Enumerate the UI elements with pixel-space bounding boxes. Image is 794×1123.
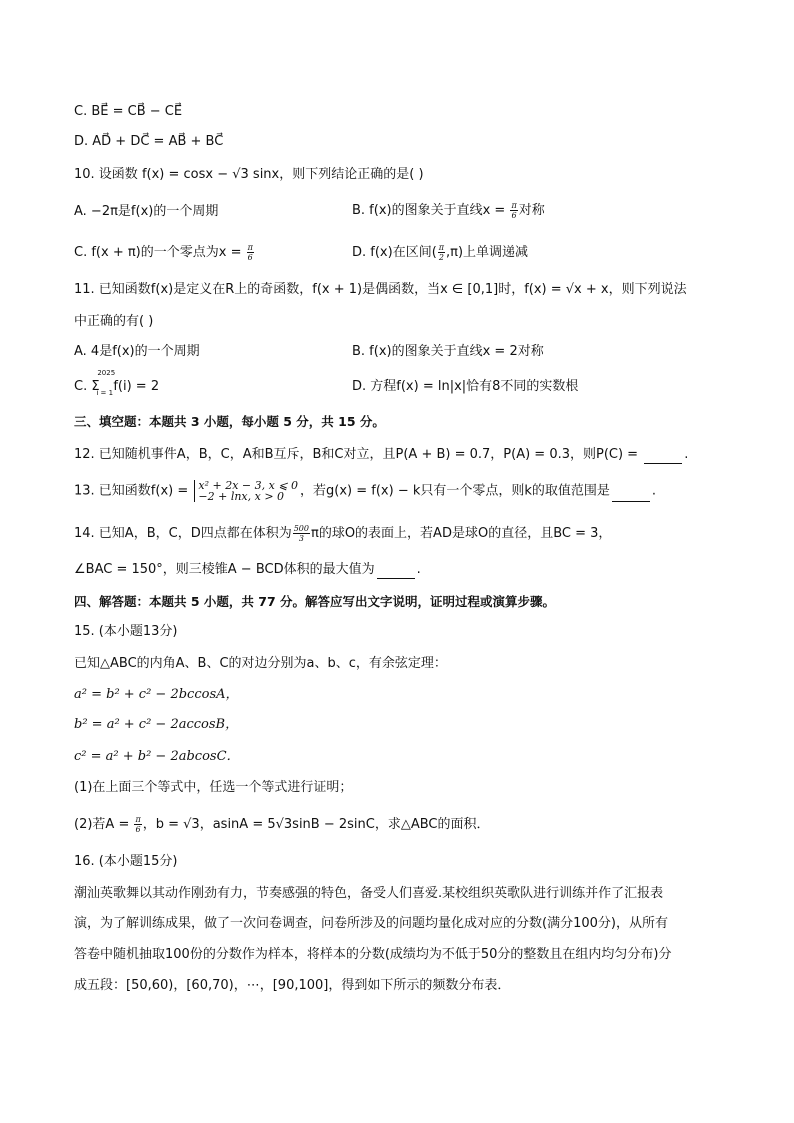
q12-end: . — [684, 447, 689, 462]
q10-option-d-text: D. f(x)在区间( — [352, 245, 437, 260]
q15-part-2-fraction — [134, 815, 141, 834]
q15-equation-2: b² = a² + c² − 2accosB， — [74, 717, 239, 732]
q10-option-d-fraction — [438, 243, 445, 262]
summation-upper: 2025 — [97, 369, 116, 377]
q13-text: 13. 已知函数f(x) = — [74, 483, 193, 499]
q15-equation-1: a² = b² + c² − 2bccosA， — [74, 687, 239, 702]
q10-option-d — [352, 243, 528, 262]
q15-part-1: (1)在上面三个等式中，任选一个等式进行证明； — [74, 780, 353, 795]
summation-symbol — [91, 369, 116, 397]
q16-paragraph-line-2: 演，为了解训练成果，做了一次问卷调查，问卷所涉及的问题均量化成对应的分数(满分100分)，从所有 — [74, 916, 668, 931]
q11-option-c-label: C. — [74, 379, 92, 394]
q11-option-d: D. 方程f(x) = ln|x|恰有8不同的实数根 — [352, 379, 579, 394]
q11-stem-line2: 中正确的有( ) — [74, 314, 154, 329]
q11-option-a: A. 4是f(x)的一个周期 — [74, 344, 200, 359]
answer-blank — [644, 451, 682, 464]
answer-blank — [612, 489, 650, 502]
q9-option-d: D. AD⃗ + DC⃗ = AB⃗ + BC⃗ — [74, 134, 224, 149]
q10-option-b-text: B. f(x)的图象关于直线x = — [352, 203, 510, 218]
section-4-heading: 四、解答题：本题共 5 小题，共 77 分。解答应写出文字说明，证明过程或演算步骤。 — [74, 594, 556, 609]
q9-option-c: C. BE⃗ = CB⃗ − CE⃗ — [74, 104, 183, 119]
q12-text: 12. 已知随机事件A，B，C，A和B互斥，B和C对立，且P(A + B) = 0.7，P(A) = 0.3，则P(C) = — [74, 447, 643, 462]
q10-stem: 10. 设函数 f(x) = cosx − √3 sinx，则下列结论正确的是( ) — [74, 167, 424, 182]
q13-end: . — [651, 483, 657, 499]
q16-paragraph-line-4: 成五段：[50,60)，[60,70)，⋯，[90,100]，得到如下所示的频数分布表． — [74, 978, 511, 993]
q15-equation-3: c² = a² + b² − 2abcosC． — [74, 749, 240, 764]
fraction-denominator: 6 — [247, 253, 253, 262]
q13 — [74, 480, 656, 502]
q10-option-a: A. −2π是f(x)的一个周期 — [74, 204, 219, 219]
fraction-numerator: π — [135, 815, 141, 824]
q10-option-b — [352, 201, 545, 220]
q10-option-b-suffix: 对称 — [518, 203, 545, 218]
q16-title: 16. (本小题15分) — [74, 854, 178, 869]
piecewise-case-2: −2 + lnx, x > 0 — [198, 490, 285, 503]
fraction-numerator: 500 — [293, 524, 309, 533]
q16-paragraph-line-3: 答卷中随机抽取100份的分数作为样本，将样本的分数(成绩均为不低于50分的整数且在组内均匀分布)分 — [74, 947, 672, 962]
q11-stem-line1: 11. 已知函数f(x)是定义在R上的奇函数，f(x + 1)是偶函数，当x ∈ [0,1]时，f(x) = √x + x，则下列说法 — [74, 282, 687, 297]
q15-part-2-text: (2)若A = — [74, 817, 134, 832]
q12 — [74, 446, 688, 464]
q15-intro: 已知△ABC的内角A、B、C的对边分别为a、b、c，有余弦定理： — [74, 656, 447, 671]
answer-blank — [377, 566, 415, 579]
q14-text-after: π的球O的表面上，若AD是球O的直径，且BC = 3， — [311, 526, 612, 541]
q10-option-d-suffix: ,π)上单调递减 — [446, 245, 529, 260]
q10-option-c — [74, 243, 255, 262]
q13-text-after: ，若g(x) = f(x) − k只有一个零点，则k的取值范围是 — [300, 483, 610, 499]
q15-part-2 — [74, 815, 490, 834]
q11-option-c — [74, 369, 160, 397]
q10-option-c-text: C. f(x + π)的一个零点为x = — [74, 245, 246, 260]
fraction-numerator: π — [247, 243, 253, 252]
fraction-numerator: π — [438, 243, 445, 252]
sigma-glyph: Σ — [91, 379, 100, 394]
q15-part-2-text-after: ，b = √3，asinA = 5√3sinB − 2sinC，求△ABC的面积． — [142, 817, 490, 832]
fraction-denominator: 6 — [135, 825, 141, 834]
fraction-denominator: 6 — [511, 211, 517, 220]
fraction-denominator: 2 — [438, 253, 444, 262]
piecewise-case-1: x² + 2x − 3, x ⩽ 0 — [198, 479, 299, 492]
q14-text: 14. 已知A，B，C，D四点都在体积为 — [74, 526, 292, 541]
q15-title: 15. (本小题13分) — [74, 624, 178, 639]
fraction-numerator: π — [511, 201, 517, 210]
q11-option-c-expr: f(i) = 2 — [113, 379, 160, 394]
q14-line2-text: ∠BAC = 150°，则三棱锥A − BCD体积的最大值为 — [74, 562, 375, 577]
q10-option-b-fraction — [510, 201, 517, 220]
q11-option-b: B. f(x)的图象关于直线x = 2对称 — [352, 344, 544, 359]
q10-option-c-fraction — [247, 243, 254, 262]
q14-line2 — [74, 561, 421, 579]
q14-line1 — [74, 524, 611, 543]
piecewise-function — [194, 480, 298, 502]
q14-end: . — [416, 562, 421, 577]
q14-fraction — [293, 524, 310, 543]
section-3-heading: 三、填空题：本题共 3 小题，每小题 5 分，共 15 分。 — [74, 414, 385, 429]
summation-lower: i = 1 — [96, 389, 114, 397]
fraction-denominator: 3 — [298, 534, 304, 543]
q16-paragraph-line-1: 潮汕英歌舞以其动作刚劲有力，节奏感强的特色，备受人们喜爱.某校组织英歌队进行训练并作了汇报表 — [74, 886, 664, 901]
